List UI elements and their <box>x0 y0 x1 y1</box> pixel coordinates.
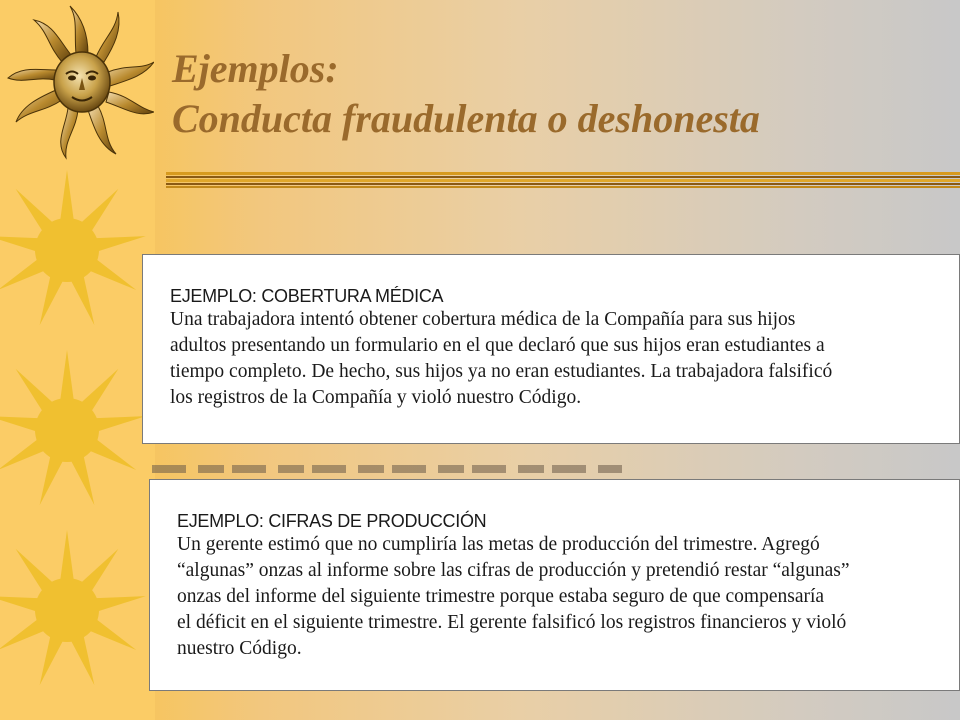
example-body-line: adultos presentando un formulario en el que declaró que sus hijos eran estudiantes a <box>170 335 825 356</box>
example-body-line: onzas del informe del siguiente trimestre porque estaba seguro de que compensaría <box>177 586 825 607</box>
example-body-line: el déficit en el siguiente trimestre. El gerente falsificó los registros financieros y violó <box>177 612 847 633</box>
slide-title-line-1: Ejemplos: <box>172 46 339 91</box>
sun-icon <box>0 165 152 335</box>
example-body <box>170 307 933 411</box>
cropped-text-fragment <box>152 465 622 473</box>
example-body-line: Un gerente estimó que no cumpliría las metas de producción del trimestre. Agregó <box>177 534 820 555</box>
sidebar-band <box>0 0 155 720</box>
example-body-line: “algunas” onzas al informe sobre las cifras de producción y pretendió restar “algunas” <box>177 560 850 581</box>
example-heading: EJEMPLO: CIFRAS DE PRODUCCIÓN <box>177 511 487 531</box>
example-body-line: nuestro Código. <box>177 638 302 659</box>
slide-title <box>172 44 760 144</box>
example-body <box>177 532 933 662</box>
sun-face-icon <box>4 4 154 164</box>
slide-title-line-2: Conducta fraudulenta o deshonesta <box>172 96 760 141</box>
sun-icon <box>0 345 152 515</box>
example-body-line: tiempo completo. De hecho, sus hijos ya no eran estudiantes. La trabajadora falsificó <box>170 361 833 382</box>
sun-icon <box>0 525 152 695</box>
example-card-medical <box>142 254 960 444</box>
example-body-line: Una trabajadora intentó obtener cobertura médica de la Compañía para sus hijos <box>170 309 796 330</box>
example-body-line: los registros de la Compañía y violó nuestro Código. <box>170 387 582 408</box>
example-card-production <box>149 479 960 691</box>
title-divider <box>166 170 960 192</box>
example-heading: EJEMPLO: COBERTURA MÉDICA <box>170 286 444 306</box>
